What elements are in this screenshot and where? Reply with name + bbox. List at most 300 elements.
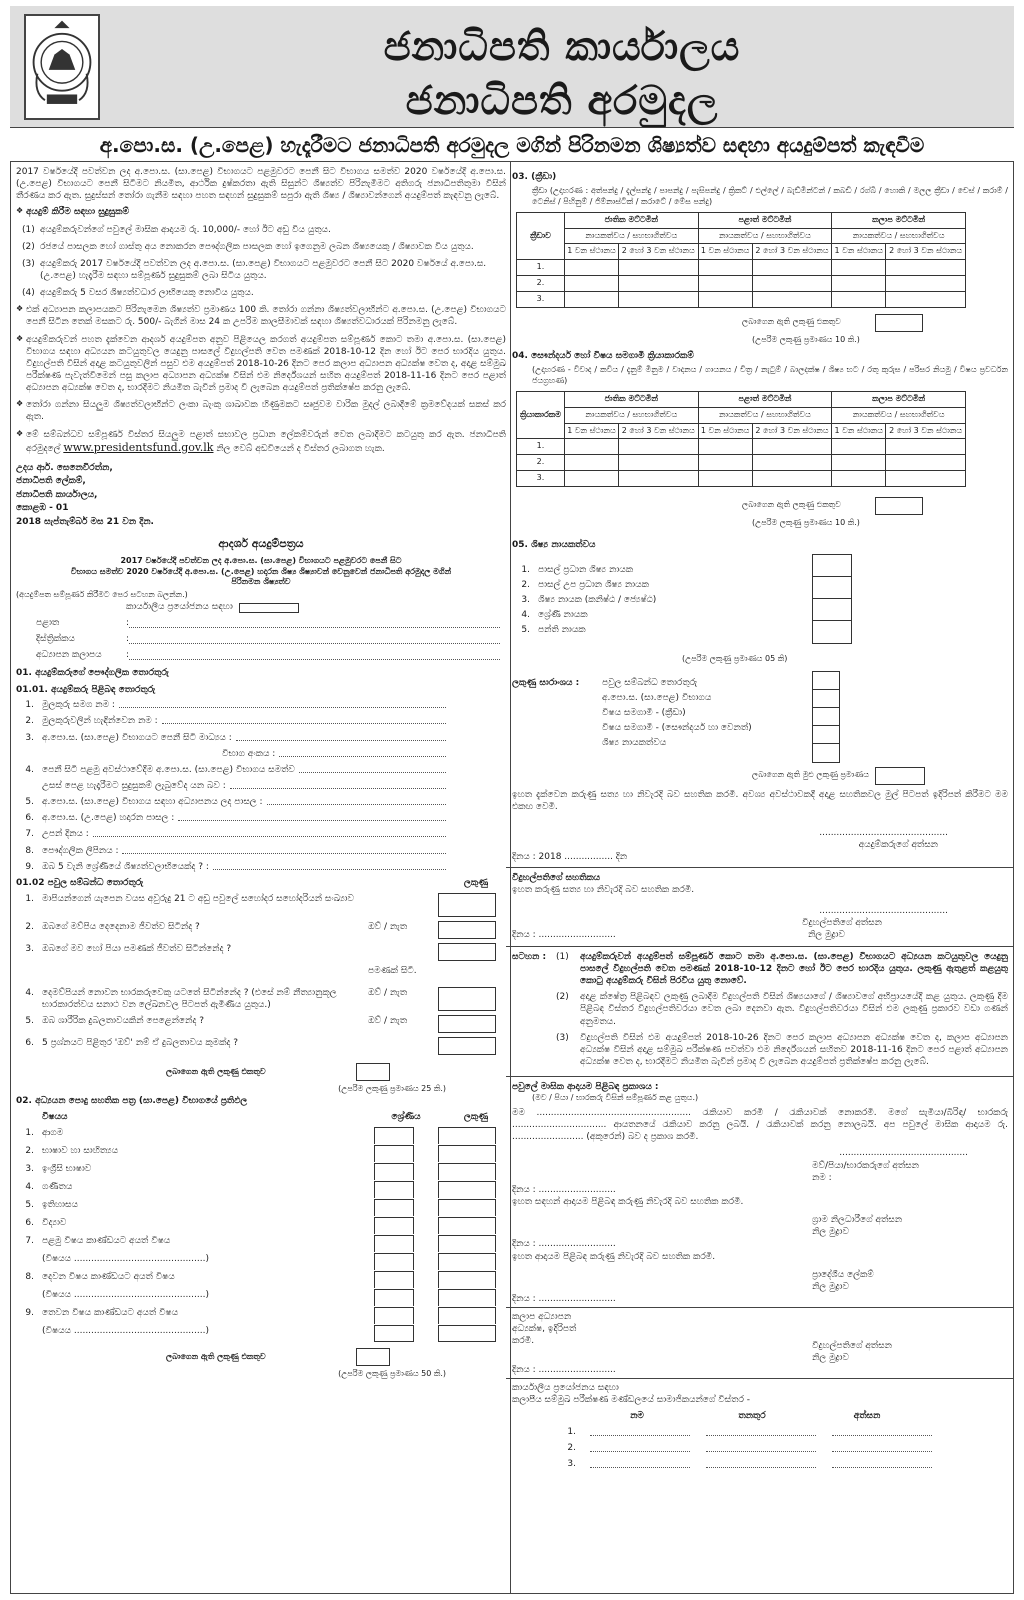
sports-total-row xyxy=(512,314,1008,332)
subject-grade-box[interactable] xyxy=(374,1163,414,1180)
family-field-label: 5 ප්‍රශ්නයට පිළිතුර 'ඔව්' නම් ඒ දුබලතාවය කුමක්ද ? xyxy=(42,1038,239,1049)
eligibility-item-number: (2) xyxy=(22,241,35,252)
office-block xyxy=(506,1378,1014,1470)
family-field xyxy=(16,943,506,961)
personal-field-input[interactable] xyxy=(162,715,446,724)
subject-name: දෙවන විෂය කාණ්ඩයට අයත් විෂය xyxy=(42,1271,175,1282)
sports-table-cell[interactable] xyxy=(618,291,698,307)
gn-cert-text: ඉහත සඳහන් ආදායම පිළිබඳ කරුණු නිවැරදි බව සහතික කරමි. xyxy=(512,1197,744,1208)
sports-table-cell[interactable] xyxy=(752,260,832,276)
personal-field-input[interactable] xyxy=(299,764,446,773)
sports-max-note: (උපරිම ලකුණු ප්‍රමාණය 10 කි.) xyxy=(752,334,860,344)
sports-table xyxy=(516,212,966,308)
aesthetic-table-data-row xyxy=(517,471,966,487)
subject-grade-box[interactable] xyxy=(374,1289,414,1306)
sports-table-row-number: 3. xyxy=(517,291,565,307)
personal-fields xyxy=(16,699,506,873)
panel-col-name: නම xyxy=(630,1410,644,1421)
sports-table-place-row xyxy=(517,244,966,260)
sports-total-box[interactable] xyxy=(875,314,923,332)
sports-table-cell[interactable] xyxy=(565,291,619,307)
summary-item: අ.පො.ස. (සා.පෙළ) විභාගය xyxy=(602,692,712,703)
family-total-box[interactable] xyxy=(356,1063,390,1081)
personal-field-label: ඔබ 5 වැනි ශ්‍රේණියේ ශිෂ්‍යත්වලාභියෙක්ද ? : xyxy=(42,861,209,872)
subject-grade-box[interactable] xyxy=(374,1127,414,1144)
website-bullet xyxy=(16,429,506,456)
sports-table-data-row xyxy=(517,260,966,276)
personal-field xyxy=(16,699,506,711)
personal-field-number: 4. xyxy=(25,764,34,775)
panel-name-field[interactable] xyxy=(590,1427,690,1436)
sports-table-cell[interactable] xyxy=(752,275,832,291)
subject-grade-box[interactable] xyxy=(374,1145,414,1162)
sports-table-cell[interactable] xyxy=(565,275,619,291)
sports-table-data-row xyxy=(517,275,966,291)
sports-table-data-row xyxy=(517,291,966,307)
area-field-input[interactable] xyxy=(129,651,500,660)
subject-grade-box[interactable] xyxy=(374,1181,414,1198)
subject-number: 6. xyxy=(25,1217,34,1228)
aesthetic-table-place1-header: 1 වන ස්ථානය xyxy=(832,423,886,439)
aesthetic-table-cell[interactable] xyxy=(565,455,619,471)
subject-number: 9. xyxy=(25,1307,34,1318)
income-subheading: (මව / පියා / භාරකරු විසින් සම්පූර්ණ කළ යුතුය.) xyxy=(532,1093,699,1103)
signature-line: කොළඹ - 01 xyxy=(16,503,69,514)
subject-row xyxy=(16,1307,506,1324)
zone-seal: නිල මුද්‍රාව xyxy=(812,1352,849,1363)
aesthetic-table-level-header: පළාත් මට්ටමින් xyxy=(698,392,832,408)
area-field-label: පළාත xyxy=(36,618,60,629)
leadership-item-number: 2. xyxy=(521,579,530,590)
personal-field xyxy=(16,764,506,776)
aesthetic-table-role-header: නායකත්වය / සහභාගිත්වය xyxy=(832,407,966,423)
aesthetic-table-level-header: කලාප මට්ටමින් xyxy=(832,392,966,408)
sports-table-level-header: ජාතික මට්ටමින් xyxy=(565,212,699,228)
subject-row xyxy=(16,1235,506,1252)
subject-marks-box[interactable] xyxy=(438,1235,496,1252)
sports-total-label: ලබාගෙන ඇති ලකුණු එකතුව xyxy=(742,317,841,327)
sports-table-row-number: 1. xyxy=(517,260,565,276)
leadership-max-note: (උපරිම ලකුණු ප්‍රමාණය 05 කි) xyxy=(682,653,788,663)
panel-row-number: 1. xyxy=(567,1426,576,1437)
subject-marks-box[interactable] xyxy=(438,1145,496,1162)
panel-name-field[interactable] xyxy=(590,1459,690,1468)
subject-row xyxy=(16,1253,506,1270)
personal-field-input[interactable] xyxy=(93,828,446,837)
sports-table-role-row xyxy=(517,228,966,244)
area-fields xyxy=(16,617,506,662)
subjects-total-label: ලබාගෙන ඇති ලකුණු එකතුව xyxy=(166,1351,266,1361)
panel-signature-field[interactable] xyxy=(832,1427,932,1436)
subject-marks-box[interactable] xyxy=(438,1199,496,1216)
notes-block xyxy=(506,946,1014,1072)
area-field-input[interactable] xyxy=(129,619,500,628)
aesthetic-table-row-number: 2. xyxy=(517,455,565,471)
left-column xyxy=(16,166,506,1590)
principal-signature-line: ............................................. xyxy=(819,905,948,916)
subjects-header xyxy=(16,1111,506,1124)
leadership-item-label: පාසල් උප ප්‍රධාන ශිෂ්‍ය නායක xyxy=(538,579,649,590)
area-field xyxy=(16,633,506,646)
aesthetic-table-cell[interactable] xyxy=(832,471,886,487)
area-field xyxy=(16,649,506,662)
sports-table-place23-header: 2 හෝ 3 වන ස්ථානය xyxy=(886,244,966,260)
subject-name: (විෂයය ..............................................) xyxy=(42,1253,209,1264)
subject-grade-box[interactable] xyxy=(374,1271,414,1288)
sports-table-level-header: කලාප මට්ටමින් xyxy=(832,212,966,228)
sports-table-cell[interactable] xyxy=(886,275,966,291)
leadership-item xyxy=(512,564,1008,576)
personal-field-input[interactable] xyxy=(178,812,446,821)
family-field-number: 2. xyxy=(25,921,34,932)
marks-header: ලකුණු xyxy=(463,878,489,889)
family-field xyxy=(16,965,506,983)
sports-table-cell[interactable] xyxy=(832,275,886,291)
personal-field-input[interactable] xyxy=(267,796,446,805)
eligibility-heading: ❖ අයදුම් කිරීම සඳහා සුදුසුකම් xyxy=(16,206,506,218)
eligibility-item xyxy=(16,241,506,253)
subject-name: (විෂයය ..............................................) xyxy=(42,1289,209,1300)
subject-grade-box[interactable] xyxy=(374,1199,414,1216)
personal-field-label: උසස් පෙළ හැදෑරීමට සුදුසුකම් ලැබුවේද යන බව : xyxy=(42,781,226,792)
subject-marks-box[interactable] xyxy=(438,1325,496,1342)
aesthetic-table-row-number: 1. xyxy=(517,439,565,455)
sports-table-cell[interactable] xyxy=(886,260,966,276)
income-block xyxy=(506,1076,1014,1305)
summary-list xyxy=(602,677,752,753)
aesthetic-table-place23-header: 2 හෝ 3 වන ස්ථානය xyxy=(886,423,966,439)
family-field-marks-box[interactable] xyxy=(438,921,496,939)
aesthetic-max-note: (උපරිම ලකුණු ප්‍රමාණය 10 කි.) xyxy=(752,517,860,527)
subject-number: 4. xyxy=(25,1181,34,1192)
sports-table-cell[interactable] xyxy=(618,275,698,291)
section-05-heading: 05. ශිෂ්‍ය නායකත්වය xyxy=(512,539,596,550)
personal-field xyxy=(16,861,506,873)
personal-field-label: අ.පො.ස. (සා.පෙළ) විභාගය සඳහා අධ්‍යාපනය ලද පාසල : xyxy=(42,797,263,808)
page-subtitle: ජනාධිපති අරමුදල xyxy=(405,78,719,124)
panel-position-field[interactable] xyxy=(706,1427,816,1436)
office-use-box[interactable] xyxy=(239,603,299,613)
office-use-label: කාර්යාලීය ප්‍රයෝජනය සඳහා xyxy=(126,602,233,613)
note-item xyxy=(556,1032,1008,1068)
summary-item: ශිෂ්‍ය නායකත්වය xyxy=(602,738,667,749)
aesthetic-total-box[interactable] xyxy=(875,497,923,515)
leadership-boxes[interactable] xyxy=(812,554,852,644)
gn-signature: ග්‍රාම නිලධාරීගේ අත්සන xyxy=(812,1215,903,1226)
sports-table-role-header: නායකත්වය / සහභාගිත්වය xyxy=(832,228,966,244)
aesthetic-table-role-header: නායකත්වය / සහභාගිත්වය xyxy=(698,407,832,423)
personal-field-input[interactable] xyxy=(236,732,446,741)
eligibility-item-number: (1) xyxy=(22,224,35,235)
panel-position-field[interactable] xyxy=(706,1459,816,1468)
gn-seal: නිල මුද්‍රාව xyxy=(812,1227,849,1238)
aesthetic-table-cell[interactable] xyxy=(752,455,832,471)
aesthetic-table-cell[interactable] xyxy=(886,471,966,487)
sports-table-cell[interactable] xyxy=(832,291,886,307)
subject-name: ඉතිහාසය xyxy=(42,1199,78,1210)
subject-name: භාෂාව හා සාහිත්‍යය xyxy=(42,1145,119,1156)
leadership-list xyxy=(512,554,1008,637)
personal-field-input[interactable] xyxy=(119,699,446,708)
personal-field-input[interactable] xyxy=(213,861,446,870)
sports-table-cell[interactable] xyxy=(618,260,698,276)
personal-field-number: 3. xyxy=(25,732,34,743)
personal-field xyxy=(16,780,506,792)
eligibility-item-number: (4) xyxy=(22,288,35,299)
aesthetic-table-item-header: ක්‍රියාකාරකම xyxy=(517,392,565,439)
aesthetic-table-cell[interactable] xyxy=(618,471,698,487)
panel-position-field[interactable] xyxy=(706,1443,816,1452)
subject-marks-box[interactable] xyxy=(438,1163,496,1180)
income-text: මම ...................................................... රැකියාව කරමි / රැකියාවක් නොකරමි. මගේ සැමියා/බිරිඳ/ භාරකරු ................................. ආයතනයේ රැකියාව කරනු ලබයි. / රැකියාවක් කරනු නොලබයි. අප පවුලේ මාසික ආදායම රු. ......................... (අකුරෙන්) බව ද ප්‍රකාශ කරමි. xyxy=(512,1108,1008,1143)
subject-name: පළමු විෂය කාණ්ඩයට අයත් විෂය xyxy=(42,1235,171,1246)
subject-row xyxy=(16,1325,506,1342)
leadership-item xyxy=(512,609,1008,621)
notes-list xyxy=(556,951,1008,1072)
area-field-input[interactable] xyxy=(129,635,500,644)
family-field-number: 6. xyxy=(25,1038,34,1049)
personal-field xyxy=(16,828,506,840)
personal-field-number: 2. xyxy=(25,716,34,727)
family-field-option: පමණක් සිටී. xyxy=(368,965,417,976)
sports-table-cell[interactable] xyxy=(832,260,886,276)
sports-table-place23-header: 2 හෝ 3 වන ස්ථානය xyxy=(618,244,698,260)
ds-seal: නිල මුද්‍රාව xyxy=(812,1281,849,1292)
sports-table-cell[interactable] xyxy=(752,291,832,307)
note-number: (2) xyxy=(556,992,569,1003)
note-item xyxy=(556,951,1008,987)
website-link[interactable]: www.presidentsfund.gov.lk xyxy=(63,440,214,454)
aesthetic-table-cell[interactable] xyxy=(698,439,752,455)
ds-date: දිනය : ........................... xyxy=(512,1294,616,1304)
aesthetic-table-data-row xyxy=(517,439,966,455)
leadership-item xyxy=(512,594,1008,606)
personal-field-input[interactable] xyxy=(279,748,446,757)
subject-marks-box[interactable] xyxy=(438,1253,496,1270)
subject-marks-box[interactable] xyxy=(438,1271,496,1288)
notice-banner: අ.පො.ස. (උ.පෙළ) හැදෑරීමට ජනාධිපති අරමුදල මගින් පිරිනමන ශිෂ්‍යත්ව සඳහා අයදුම්පත් කැඳවීම xyxy=(10,128,1014,162)
aesthetic-table-row-number: 3. xyxy=(517,471,565,487)
header xyxy=(10,6,1014,128)
principal-cert-heading: විදුහල්පතිගේ සහතිකය xyxy=(512,873,601,884)
section-0101-heading: 01.01. අයදුම්කරු පිළිබඳ තොරතුරු xyxy=(16,685,156,696)
subject-marks-box[interactable] xyxy=(438,1127,496,1144)
office-use-row xyxy=(16,601,506,614)
area-colon: : xyxy=(126,618,130,629)
subjects-total-box[interactable] xyxy=(356,1348,390,1366)
aesthetic-table-place23-header: 2 හෝ 3 වන ස්ථානය xyxy=(618,423,698,439)
sports-table-cell[interactable] xyxy=(698,260,752,276)
leadership-item-number: 5. xyxy=(521,625,530,636)
aesthetic-table-cell[interactable] xyxy=(832,455,886,471)
subject-grade-box[interactable] xyxy=(374,1235,414,1252)
subject-name: ගණිතය xyxy=(42,1181,73,1192)
aesthetic-table-role-row xyxy=(517,407,966,423)
aesthetic-table-cell[interactable] xyxy=(565,471,619,487)
panel-rows xyxy=(512,1425,1008,1470)
personal-field-label: උපන් දිනය : xyxy=(42,829,89,840)
sports-table-place23-header: 2 හෝ 3 වන ස්ථානය xyxy=(752,244,832,260)
family-field xyxy=(16,987,506,1011)
personal-field xyxy=(16,812,506,824)
sports-table-cell[interactable] xyxy=(886,291,966,307)
family-field-number: 3. xyxy=(25,943,34,954)
family-field-option: ඔව් / නැත xyxy=(368,1016,408,1027)
sports-table-cell[interactable] xyxy=(565,260,619,276)
aesthetic-total-label: ලබාගෙන ඇති ලකුණු එකතුව xyxy=(742,500,841,510)
panel-name-field[interactable] xyxy=(590,1443,690,1452)
aesthetic-table-cell[interactable] xyxy=(698,455,752,471)
aesthetic-table-header-row xyxy=(517,392,966,408)
leadership-item-label: පන්ති නායක xyxy=(538,625,586,636)
sports-table-role-header: නායකත්වය / සහභාගිත්වය xyxy=(698,228,832,244)
aesthetic-table-cell[interactable] xyxy=(752,439,832,455)
eligibility-item xyxy=(16,258,506,282)
personal-field-number: 8. xyxy=(25,845,34,856)
summary-item: විෂය සමගාමී - (සෞන්දර්ය හා වෙනත්) xyxy=(602,722,752,733)
family-field-option: ඔව් / නැත xyxy=(368,921,408,932)
ds-signature: ප්‍රාදේශීය ලේකම් xyxy=(812,1269,874,1280)
subjects-list xyxy=(16,1127,506,1342)
panel-signature-field[interactable] xyxy=(832,1459,932,1468)
signature-line: ජනාධිපති ලේකම්, xyxy=(16,476,86,487)
eligibility-item-text: අයදුම්කරු 5 වසර ශිෂ්‍යත්වධාර ලාභියෙකු නොවිය යුතුය. xyxy=(40,288,254,299)
sports-table-place1-header: 1 වන ස්ථානය xyxy=(565,244,619,260)
family-field-option: ඔව් / නැත xyxy=(368,987,408,998)
leadership-item-label: පාසල් ප්‍රධාන ශිෂ්‍ය නායක xyxy=(538,564,634,575)
subject-marks-box[interactable] xyxy=(438,1217,496,1234)
applicant-signature-line: ............................................. xyxy=(819,827,948,838)
page-title: ජනාධිපති කාර්යාලය xyxy=(383,24,741,70)
family-field xyxy=(16,921,506,939)
family-field xyxy=(16,1015,506,1033)
family-field-marks-box[interactable] xyxy=(438,943,496,961)
sports-table-cell[interactable] xyxy=(698,275,752,291)
aesthetic-table-cell[interactable] xyxy=(886,455,966,471)
sports-table-place1-header: 1 වන ස්ථානය xyxy=(832,244,886,260)
grand-total-box[interactable] xyxy=(875,767,925,785)
panel-signature-field[interactable] xyxy=(832,1443,932,1452)
aesthetic-table-cell[interactable] xyxy=(698,471,752,487)
form-subtitle-3: පිරිනමන ශිෂ්‍යත්ව xyxy=(231,577,291,587)
subject-grade-box[interactable] xyxy=(374,1253,414,1270)
family-total-label: ලබාගෙන ඇති ලකුණු එකතුව xyxy=(166,1066,266,1076)
subject-number: 1. xyxy=(25,1127,34,1138)
family-field-marks-box[interactable] xyxy=(438,893,496,917)
leadership-item xyxy=(512,579,1008,591)
subject-marks-box[interactable] xyxy=(438,1307,496,1324)
subject-row xyxy=(16,1271,506,1288)
parent-signature-label: මව්/පියා/භාරකරුගේ අත්සන xyxy=(812,1160,919,1171)
personal-field-number: 7. xyxy=(25,829,34,840)
aesthetic-table-role-header: නායකත්වය / සහභාගිත්වය xyxy=(565,407,699,423)
area-colon: : xyxy=(126,634,130,645)
personal-field xyxy=(16,732,506,744)
notice-bullet: ❖ එක් අධ්‍යාපන කලාපයකට පිරිනැමෙන ශිෂ්‍යත්ව ප්‍රමාණය 100 කි. තෝරා ගන්නා ශිෂ්‍යත්වලාභීන්ට අ.පො.ස. (උ.පෙළ) විභාගයට පෙනී සිටින තෙක් මසකට රු. 500/- බැගින් මාස 24 ක උපරිම කාලසීමාවක් සඳහා ශිෂ්‍යත්වධාරයක් පිරිනමනු ලැබේ. xyxy=(16,304,506,328)
personal-field-input[interactable] xyxy=(230,780,446,789)
gn-date: දිනය : ........................... xyxy=(512,1239,616,1250)
website-suffix: නිල වෙබ් අඩවියෙන් ද විස්තර ලබාගත හැක. xyxy=(216,443,385,454)
section-0102-row xyxy=(16,877,506,890)
aesthetic-examples: (උදාහරණ - විවාද / කවිය / දැනුම් මිනුම / වාදනය / ගායනය / චිත්‍ර / නැටුම් / බාලදක්ෂ / ශිෂ්‍ය භට / රතු කුරුස / පරිසර නියමු / විෂය ප්‍රවර්ධන ජයග්‍රහණ) xyxy=(532,365,1008,386)
form-note: (අයදුම්පත සම්පූර්ණ කිරීමට පෙර සටහන බලන්න.) xyxy=(16,590,188,600)
family-fields xyxy=(16,893,506,1055)
note-text: අදාළ ක්ෂේත්‍ර පිළිබඳව ලකුණු ලබාදීම විදුහල්පති විසින් ශිෂ්‍යයාගේ / ශිෂ්‍යාවගේ අභිප්‍රායයේදී කළ යුතුය. ලකුණු දීම පිළිබඳ විස්තර විදුහල්පතිවරයා වෙත ලබා දෙනවා ඇත. විදුහල්පතිවරයා විසින් එම ලකුණු ප්‍රකාරව වඩා ගණන් අනුමතය. xyxy=(580,992,1008,1027)
section-01-heading: 01. අයදුම්කරුගේ පෞද්ගලික තොරතුරු xyxy=(16,668,169,679)
subject-name: තෙවන විෂය කාණ්ඩයට අයත් විෂය xyxy=(42,1307,179,1318)
panel-row xyxy=(512,1457,1008,1470)
subject-marks-box[interactable] xyxy=(438,1289,496,1306)
area-field xyxy=(16,617,506,630)
personal-field xyxy=(16,715,506,727)
family-field-number: 1. xyxy=(25,893,34,904)
subject-grade-box[interactable] xyxy=(374,1307,414,1324)
family-field-number: 4. xyxy=(25,987,34,998)
summary-boxes[interactable] xyxy=(812,671,840,763)
sports-table-level-header: පළාත් මට්ටමින් xyxy=(698,212,832,228)
principal-signature-label: විදුහල්පතිගේ අත්සන xyxy=(802,917,882,928)
aesthetic-table-cell[interactable] xyxy=(618,455,698,471)
section-02-heading: 02. අධ්‍යයන පොදු සහතික පත්‍ර (සා.පෙළ) විභාගයේ ප්‍රතිඵල xyxy=(16,1096,248,1107)
sports-table-cell[interactable] xyxy=(698,291,752,307)
eligibility-item-text: අයදුම්කරුවන්ගේ පවුලේ මාසික ආදායම රු. 10,000/- හෝ ඊට අඩු විය යුතුය. xyxy=(40,224,331,235)
aesthetic-table-cell[interactable] xyxy=(565,439,619,455)
family-field-marks-box[interactable] xyxy=(438,1037,496,1055)
signature-line: උදය ආර්. සෙනෙවිරත්න, xyxy=(16,462,113,473)
sports-table-row-number: 2. xyxy=(517,275,565,291)
family-field-marks-box[interactable] xyxy=(438,1015,496,1033)
personal-field-label: මුලකුරු සමග නම : xyxy=(42,700,115,711)
personal-field-label: අ.පො.ස. (සා.පෙළ) විභාගයට පෙනී සිටි මාධ්‍යය : xyxy=(42,732,232,743)
principal-cert-text: ඉහත කරුණු සත්‍ය හා නිවැරදි බව සහතික කරමි. xyxy=(512,885,695,896)
subject-name: (විෂයය ..............................................) xyxy=(42,1325,209,1336)
subject-marks-box[interactable] xyxy=(438,1181,496,1198)
section-04-heading: 04. සෞන්දර්ය හෝ විෂය සමගාමී ක්‍රියාකාරකම් xyxy=(512,351,694,362)
signature-line: ජනාධිපති කාර්යාලය, xyxy=(16,489,98,500)
aesthetic-table-cell[interactable] xyxy=(618,439,698,455)
subject-number: 2. xyxy=(25,1145,34,1156)
summary-heading: ලකුණු සාරාංශය : xyxy=(512,677,580,688)
personal-field-input[interactable] xyxy=(122,845,446,854)
summary-block xyxy=(512,671,1008,767)
subject-row xyxy=(16,1199,506,1216)
aesthetic-table-cell[interactable] xyxy=(752,471,832,487)
right-column xyxy=(512,166,1008,1590)
summary-item: විෂය සමගාමී - (ක්‍රීඩා) xyxy=(602,707,686,718)
personal-field xyxy=(16,845,506,857)
subject-row xyxy=(16,1127,506,1144)
panel-heading: කලාපීය සම්මුඛ පරීක්ෂණ මණ්ඩලයේ සාමාජිකයන්ගේ විස්තර - xyxy=(512,1395,751,1406)
aesthetic-table-place1-header: 1 වන ස්ථානය xyxy=(565,423,619,439)
form-subtitle-1: 2017 වර්ෂයේදී පවත්වන ලද අ.පො.ස. (සා.පෙළ) විභාගයට පළමුවරට පෙනී සිට xyxy=(120,555,402,565)
notes-heading-row xyxy=(512,951,1008,1072)
aesthetic-table-cell[interactable] xyxy=(832,439,886,455)
personal-field-label: අ.පො.ස. (උ.පෙළ) හදාරන පාසල : xyxy=(42,813,175,824)
income-heading: පවුලේ මාසික ආදායම පිළිබඳ ප්‍රකාශය : xyxy=(512,1082,659,1093)
subject-grade-box[interactable] xyxy=(374,1325,414,1342)
family-field-marks-box[interactable] xyxy=(438,987,496,1011)
subject-grade-box[interactable] xyxy=(374,1217,414,1234)
eligibility-list xyxy=(16,224,506,300)
principal-cert-block xyxy=(506,867,1014,942)
subject-row xyxy=(16,1289,506,1306)
personal-field xyxy=(16,748,506,760)
zone-block xyxy=(506,1307,1014,1376)
eligibility-item-number: (3) xyxy=(22,258,35,269)
aesthetic-table-cell[interactable] xyxy=(886,439,966,455)
notice-bullet: ❖ තෝරා ගන්නා සියලුම ශිෂ්‍යත්වලාභීන්ට ලංකා බැංකු ශාඛාවක හිණුමකට සෘජුවම වාරික මුදල් ලබාදීමේ ක්‍රමවේදයක් සකස් කර ඇත. xyxy=(16,399,506,423)
grand-total-label: ලබාගෙන ඇති මුළු ලකුණු ප්‍රමාණය xyxy=(752,770,870,780)
